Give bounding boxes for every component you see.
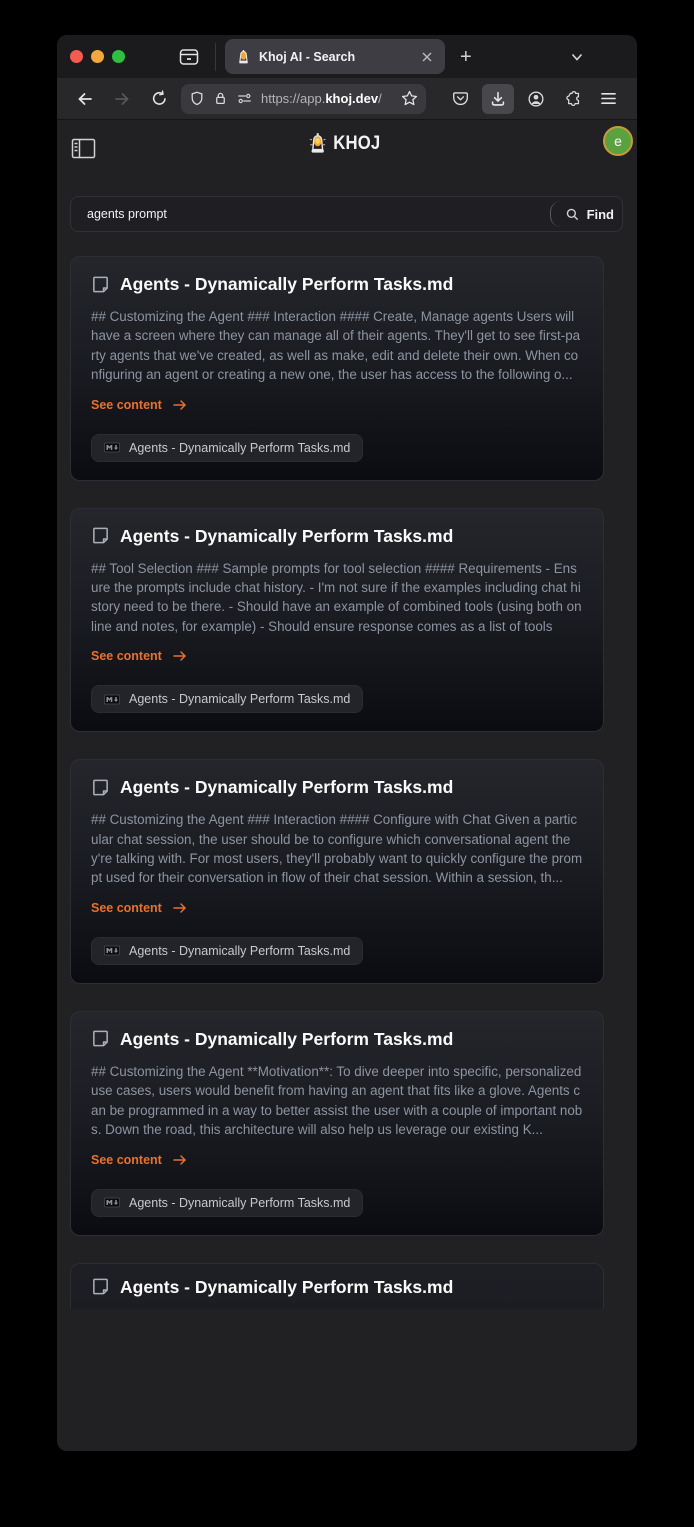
avatar[interactable]: e bbox=[603, 126, 633, 156]
khoj-app-content bbox=[57, 120, 637, 1451]
app-header bbox=[57, 120, 637, 166]
browser-toolbar bbox=[57, 78, 637, 120]
sidebar-toggle-icon[interactable] bbox=[71, 138, 96, 159]
result-title: Agents - Dynamically Perform Tasks.md bbox=[120, 1276, 454, 1297]
maximize-window-button[interactable] bbox=[112, 50, 125, 63]
note-file-icon bbox=[91, 1029, 110, 1049]
pocket-icon[interactable] bbox=[446, 85, 474, 113]
see-content-label: See content bbox=[91, 397, 162, 412]
see-content-link[interactable] bbox=[91, 1153, 583, 1167]
account-icon[interactable] bbox=[522, 85, 550, 113]
note-file-icon bbox=[91, 778, 110, 798]
arrow-right-icon bbox=[173, 1154, 187, 1166]
url-prefix: https://app. bbox=[261, 91, 326, 106]
note-file-icon bbox=[91, 1277, 110, 1297]
markdown-file-icon bbox=[104, 1197, 120, 1208]
browser-tab-bar bbox=[57, 35, 637, 78]
result-card-header bbox=[91, 1277, 583, 1298]
result-card-header bbox=[91, 274, 583, 295]
lock-icon[interactable] bbox=[213, 90, 228, 107]
see-content-label: See content bbox=[91, 1152, 162, 1167]
find-label: Find bbox=[586, 206, 614, 222]
result-card-header bbox=[91, 777, 583, 798]
file-chip-label: Agents - Dynamically Perform Tasks.md bbox=[129, 1195, 351, 1210]
result-title: Agents - Dynamically Perform Tasks.md bbox=[120, 777, 454, 798]
search-bar bbox=[70, 196, 623, 232]
search-input[interactable] bbox=[70, 196, 623, 232]
arrow-right-icon bbox=[173, 399, 187, 411]
see-content-link[interactable] bbox=[91, 398, 583, 412]
markdown-file-icon bbox=[104, 442, 120, 453]
file-chip[interactable] bbox=[91, 685, 363, 713]
result-snippet: ## Customizing the Agent ### Interaction #### Create, Manage agents Users will have a screen where they can manage all of their agents. They'll get to see first-party agents that we've created, as well as make, edit and delete their own. When configuring an agent or creating a new one, the user has access to the following o... bbox=[91, 309, 581, 383]
find-divider bbox=[550, 201, 561, 227]
file-chip[interactable] bbox=[91, 434, 363, 462]
tab-close-icon[interactable] bbox=[419, 49, 435, 65]
result-card bbox=[70, 759, 604, 984]
result-snippet: ## Customizing the Agent ### Interaction #### Configure with Chat Given a particular chat session, the user should be to configure which conversational agent they're talking with. For most users, they'll probably want to quickly configure the prompt used for their conversation in flow of their chat session. Within a session, th... bbox=[91, 812, 583, 886]
result-card-clipped bbox=[70, 1263, 604, 1309]
back-icon[interactable] bbox=[71, 85, 99, 113]
file-chip[interactable] bbox=[91, 937, 363, 965]
browser-window bbox=[57, 35, 637, 1451]
minimize-window-button[interactable] bbox=[91, 50, 104, 63]
tab-separator bbox=[215, 43, 216, 71]
tab-favicon-lamp-icon bbox=[237, 49, 250, 65]
result-card bbox=[70, 508, 604, 733]
result-title: Agents - Dynamically Perform Tasks.md bbox=[120, 1028, 454, 1049]
markdown-file-icon bbox=[104, 694, 120, 705]
firefox-view-icon[interactable] bbox=[175, 43, 203, 71]
khoj-logo[interactable] bbox=[307, 131, 387, 156]
bookmark-star-icon[interactable] bbox=[401, 90, 418, 107]
reload-icon[interactable] bbox=[145, 85, 173, 113]
khoj-lamp-icon bbox=[307, 131, 328, 156]
result-title: Agents - Dynamically Perform Tasks.md bbox=[120, 525, 454, 546]
arrow-right-icon bbox=[173, 902, 187, 914]
result-title: Agents - Dynamically Perform Tasks.md bbox=[120, 274, 454, 294]
result-card bbox=[70, 256, 604, 481]
downloads-icon[interactable] bbox=[482, 84, 514, 114]
permissions-sliders-icon[interactable] bbox=[236, 91, 253, 106]
close-window-button[interactable] bbox=[70, 50, 83, 63]
see-content-label: See content bbox=[91, 900, 162, 915]
file-chip-label: Agents - Dynamically Perform Tasks.md bbox=[129, 440, 351, 455]
see-content-label: See content bbox=[91, 649, 162, 664]
window-controls bbox=[70, 50, 125, 63]
url-bar[interactable] bbox=[181, 84, 426, 114]
active-tab[interactable] bbox=[225, 39, 445, 74]
file-chip-label: Agents - Dynamically Perform Tasks.md bbox=[129, 692, 351, 707]
markdown-file-icon bbox=[104, 945, 120, 956]
arrow-right-icon bbox=[173, 650, 187, 662]
extensions-puzzle-icon[interactable] bbox=[558, 85, 586, 113]
new-tab-button[interactable]: + bbox=[460, 45, 472, 68]
result-snippet: ## Customizing the Agent **Motivation**: To dive deeper into specific, personalized use cases, users would benefit from having an agent that fits like a glove. Agents can be programmed in a way to better assist the user with a couple of important nobs. Down the road, this architecture will also help us leverage our existing K... bbox=[91, 1063, 583, 1138]
shield-icon[interactable] bbox=[189, 90, 205, 107]
url-text[interactable] bbox=[261, 91, 401, 106]
menu-hamburger-icon[interactable] bbox=[594, 85, 622, 113]
result-card bbox=[70, 1011, 604, 1236]
file-chip-label: Agents - Dynamically Perform Tasks.md bbox=[129, 943, 351, 958]
result-card-header bbox=[91, 526, 583, 547]
file-chip[interactable] bbox=[91, 1189, 363, 1217]
url-domain: khoj.dev bbox=[325, 91, 379, 106]
forward-icon[interactable] bbox=[108, 85, 136, 113]
result-card-header bbox=[91, 1029, 583, 1050]
url-suffix: / bbox=[378, 91, 382, 106]
find-button[interactable] bbox=[550, 201, 614, 227]
see-content-link[interactable] bbox=[91, 901, 583, 915]
tab-list-chevron-icon[interactable] bbox=[569, 49, 585, 65]
tab-title: Khoj AI - Search bbox=[259, 49, 356, 64]
khoj-logo-text: KHOJ bbox=[333, 132, 381, 154]
note-file-icon bbox=[91, 275, 110, 295]
search-results bbox=[70, 256, 604, 1309]
search-magnifier-icon bbox=[565, 207, 580, 222]
result-snippet: ## Tool Selection ### Sample prompts for tool selection #### Requirements - Ensure the prompts include chat history. - I'm not sure if the examples including chat history need to be there. - Should have an example of combined tools (using both online and notes, for example) - Should ensure response comes as a list of tools bbox=[91, 560, 582, 634]
toolbar-right-icons bbox=[438, 84, 622, 114]
see-content-link[interactable] bbox=[91, 649, 583, 663]
note-file-icon bbox=[91, 526, 110, 546]
